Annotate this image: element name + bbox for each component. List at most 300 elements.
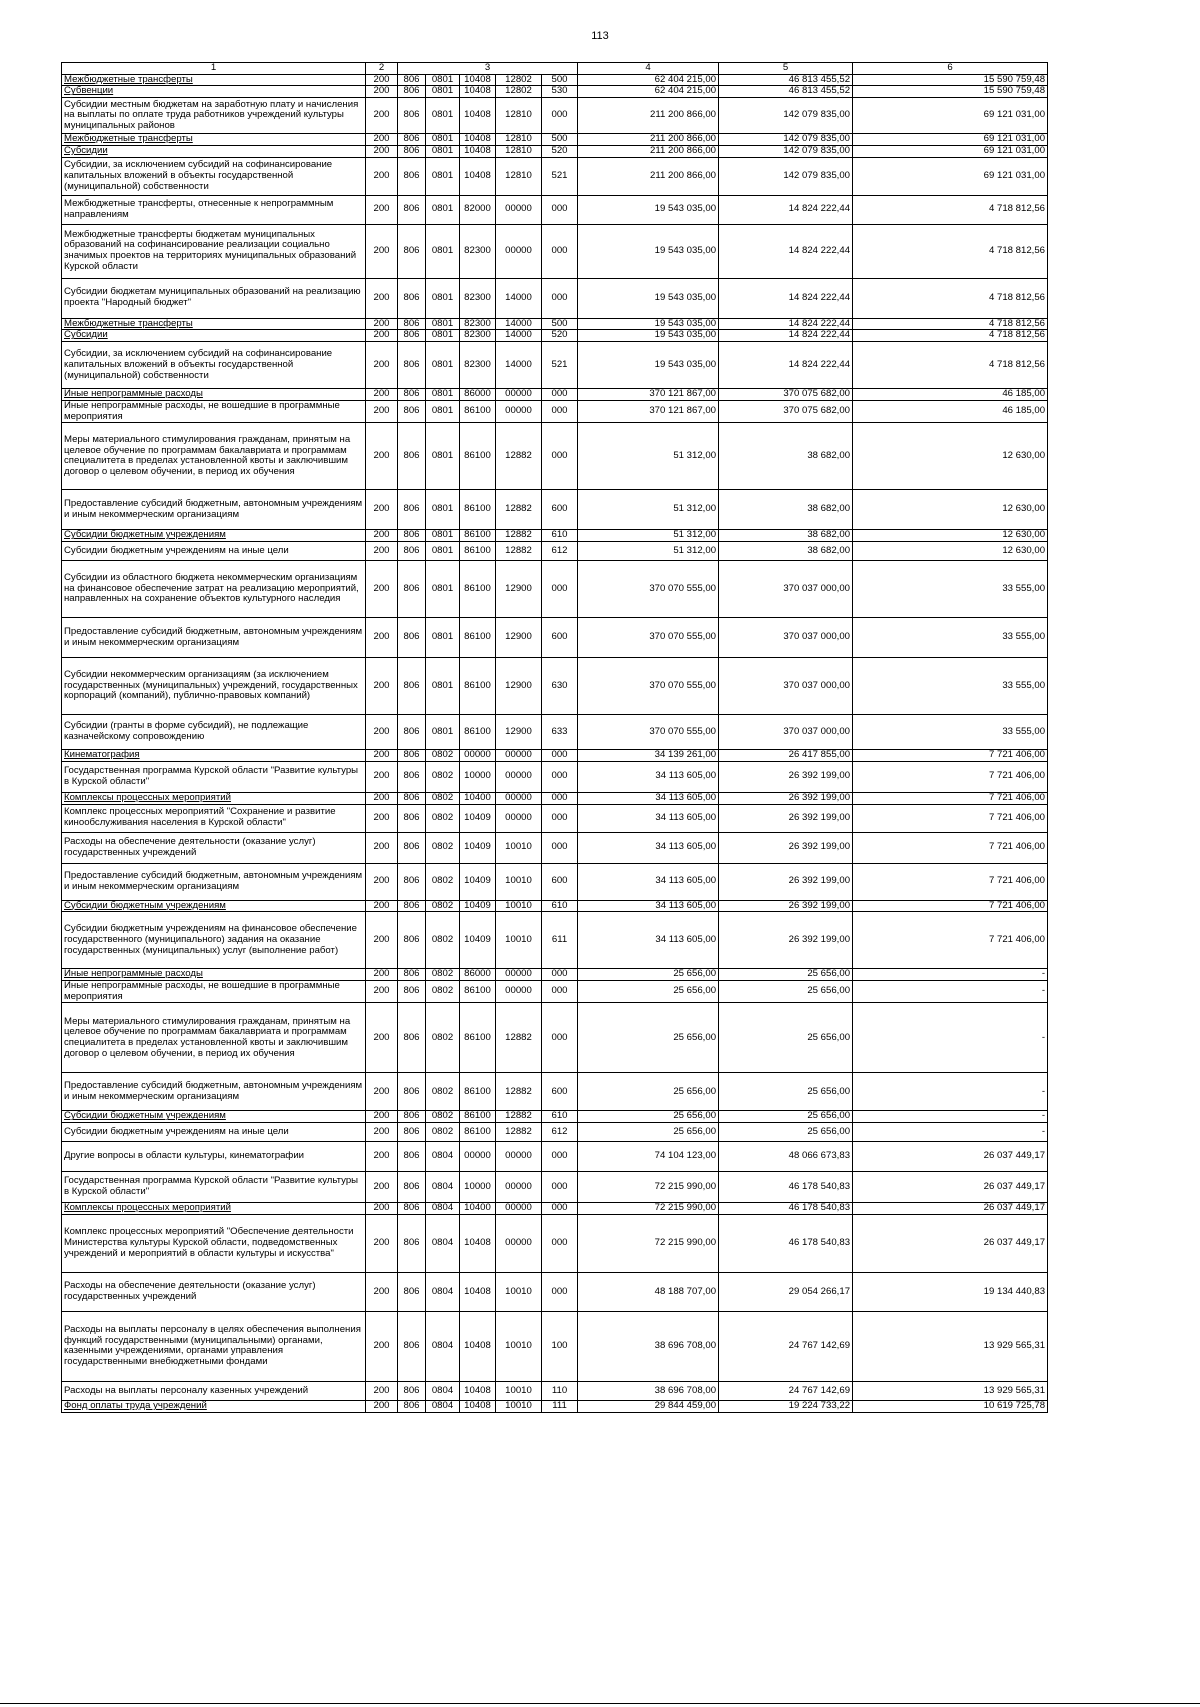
value-cell-5: 38 682,00 <box>719 490 853 530</box>
table-row <box>62 561 1048 618</box>
code-cell: 530 <box>542 86 578 98</box>
code-cell: 806 <box>398 1003 426 1073</box>
value-cell-4: 25 656,00 <box>578 1123 719 1142</box>
table-row <box>62 981 1048 1003</box>
table-row <box>62 74 1048 86</box>
code-cell: 610 <box>542 1111 578 1123</box>
value-cell-6: - <box>853 969 1048 981</box>
column-header-6: 6 <box>853 63 1048 75</box>
value-cell-5: 29 054 266,17 <box>719 1272 853 1311</box>
code-cell: 82300 <box>460 318 496 330</box>
value-cell-5: 370 037 000,00 <box>719 618 853 658</box>
value-cell-4: 51 312,00 <box>578 542 719 561</box>
code-cell: 806 <box>398 761 426 792</box>
code-cell: 10409 <box>460 804 496 832</box>
code-cell: 0802 <box>426 832 460 863</box>
code-cell: 600 <box>542 490 578 530</box>
code-cell: 12882 <box>496 1073 542 1111</box>
value-cell-4: 74 104 123,00 <box>578 1142 719 1172</box>
table-body <box>62 74 1048 1412</box>
row-name-cell: Субсидии бюджетным учреждениям на иные цели <box>62 542 366 561</box>
code-cell: 0801 <box>426 658 460 715</box>
code-cell: 806 <box>398 1073 426 1111</box>
code-cell: 200 <box>366 1111 398 1123</box>
value-cell-6: 26 037 449,17 <box>853 1142 1048 1172</box>
row-name-cell: Фонд оплаты труда учреждений <box>62 1400 366 1412</box>
row-name-cell: Субсидии местным бюджетам на заработную плату и начисления на выплаты по оплате труда работников учреждений культуры муниципальных районов <box>62 98 366 134</box>
code-cell: 00000 <box>460 750 496 762</box>
code-cell: 200 <box>366 804 398 832</box>
value-cell-5: 14 824 222,44 <box>719 342 853 389</box>
value-cell-6: 33 555,00 <box>853 658 1048 715</box>
table-row <box>62 618 1048 658</box>
code-cell: 00000 <box>496 400 542 422</box>
code-cell: 200 <box>366 342 398 389</box>
table-row <box>62 863 1048 900</box>
row-name-cell: Субсидии (гранты в форме субсидий), не подлежащие казначейскому сопровождению <box>62 715 366 750</box>
code-cell: 00000 <box>496 969 542 981</box>
code-cell: 86100 <box>460 1073 496 1111</box>
table-row <box>62 86 1048 98</box>
value-cell-6: 33 555,00 <box>853 618 1048 658</box>
value-cell-4: 19 543 035,00 <box>578 224 719 278</box>
value-cell-4: 211 200 866,00 <box>578 157 719 195</box>
code-cell: 200 <box>366 400 398 422</box>
row-name-cell: Субсидии <box>62 330 366 342</box>
code-cell: 200 <box>366 74 398 86</box>
code-cell: 200 <box>366 1073 398 1111</box>
code-cell: 200 <box>366 715 398 750</box>
value-cell-4: 19 543 035,00 <box>578 278 719 318</box>
code-cell: 200 <box>366 863 398 900</box>
table-row <box>62 224 1048 278</box>
value-cell-5: 38 682,00 <box>719 542 853 561</box>
code-cell: 200 <box>366 542 398 561</box>
code-cell: 000 <box>542 561 578 618</box>
code-cell: 000 <box>542 98 578 134</box>
value-cell-4: 211 200 866,00 <box>578 134 719 146</box>
code-cell: 0801 <box>426 715 460 750</box>
value-cell-5: 370 037 000,00 <box>719 715 853 750</box>
code-cell: 10408 <box>460 145 496 157</box>
row-name-cell: Субвенции <box>62 86 366 98</box>
row-name-cell: Межбюджетные трансферты бюджетам муниципальных образований на софинансирование реализации социально значимых проектов на территориях муниципальных образований Курской области <box>62 224 366 278</box>
code-cell: 0802 <box>426 912 460 969</box>
value-cell-6: 4 718 812,56 <box>853 318 1048 330</box>
code-cell: 200 <box>366 330 398 342</box>
value-cell-6: 26 037 449,17 <box>853 1214 1048 1272</box>
table-row <box>62 969 1048 981</box>
code-cell: 111 <box>542 1400 578 1412</box>
value-cell-5: 46 178 540,83 <box>719 1214 853 1272</box>
code-cell: 200 <box>366 224 398 278</box>
code-cell: 10000 <box>460 1172 496 1203</box>
code-cell: 82300 <box>460 224 496 278</box>
code-cell: 0801 <box>426 342 460 389</box>
code-cell: 200 <box>366 1214 398 1272</box>
code-cell: 000 <box>542 423 578 490</box>
code-cell: 0801 <box>426 389 460 401</box>
code-cell: 10010 <box>496 1400 542 1412</box>
value-cell-5: 38 682,00 <box>719 530 853 542</box>
value-cell-6: 15 590 759,48 <box>853 86 1048 98</box>
code-cell: 10408 <box>460 74 496 86</box>
code-cell: 12802 <box>496 86 542 98</box>
code-cell: 00000 <box>496 981 542 1003</box>
value-cell-5: 142 079 835,00 <box>719 157 853 195</box>
value-cell-5: 46 178 540,83 <box>719 1172 853 1203</box>
value-cell-5: 26 417 855,00 <box>719 750 853 762</box>
code-cell: 10010 <box>496 1381 542 1400</box>
value-cell-6: 12 630,00 <box>853 490 1048 530</box>
table-row <box>62 804 1048 832</box>
code-cell: 12810 <box>496 134 542 146</box>
code-cell: 0801 <box>426 423 460 490</box>
value-cell-5: 25 656,00 <box>719 1111 853 1123</box>
code-cell: 0804 <box>426 1272 460 1311</box>
row-name-cell: Иные непрограммные расходы <box>62 969 366 981</box>
table-row <box>62 330 1048 342</box>
value-cell-5: 48 066 673,83 <box>719 1142 853 1172</box>
value-cell-6: 26 037 449,17 <box>853 1172 1048 1203</box>
code-cell: 82000 <box>460 195 496 224</box>
code-cell: 806 <box>398 330 426 342</box>
row-name-cell: Расходы на выплаты персоналу в целях обеспечения выполнения функций государственными (муниципальными) органами, казенными учреждениями, органами управления государственными внебюджетными фондами <box>62 1311 366 1381</box>
row-name-cell: Государственная программа Курской области "Развитие культуры в Курской области" <box>62 761 366 792</box>
code-cell: 86100 <box>460 981 496 1003</box>
code-cell: 806 <box>398 1311 426 1381</box>
row-name-cell: Предоставление субсидий бюджетным, автономным учреждениям и иным некоммерческим организациям <box>62 1073 366 1111</box>
value-cell-5: 14 824 222,44 <box>719 278 853 318</box>
code-cell: 0802 <box>426 1123 460 1142</box>
value-cell-6: 7 721 406,00 <box>853 750 1048 762</box>
table-row <box>62 145 1048 157</box>
code-cell: 12900 <box>496 658 542 715</box>
value-cell-4: 34 113 605,00 <box>578 832 719 863</box>
code-cell: 86100 <box>460 530 496 542</box>
code-cell: 12810 <box>496 145 542 157</box>
code-cell: 806 <box>398 145 426 157</box>
value-cell-4: 51 312,00 <box>578 490 719 530</box>
column-header-5: 5 <box>719 63 853 75</box>
value-cell-6: 19 134 440,83 <box>853 1272 1048 1311</box>
code-cell: 200 <box>366 981 398 1003</box>
row-name-cell: Субсидии, за исключением субсидий на софинансирование капитальных вложений в объекты государственной (муниципальной) собственности <box>62 342 366 389</box>
code-cell: 806 <box>398 832 426 863</box>
code-cell: 806 <box>398 618 426 658</box>
value-cell-6: 12 630,00 <box>853 423 1048 490</box>
code-cell: 200 <box>366 1272 398 1311</box>
code-cell: 0801 <box>426 561 460 618</box>
column-header-3: 3 <box>398 63 578 75</box>
value-cell-4: 211 200 866,00 <box>578 145 719 157</box>
code-cell: 612 <box>542 1123 578 1142</box>
code-cell: 806 <box>398 195 426 224</box>
code-cell: 12882 <box>496 1111 542 1123</box>
code-cell: 10010 <box>496 1272 542 1311</box>
code-cell: 521 <box>542 342 578 389</box>
code-cell: 000 <box>542 224 578 278</box>
code-cell: 10010 <box>496 832 542 863</box>
code-cell: 86000 <box>460 969 496 981</box>
code-cell: 806 <box>398 1172 426 1203</box>
code-cell: 200 <box>366 98 398 134</box>
code-cell: 86100 <box>460 1123 496 1142</box>
code-cell: 0804 <box>426 1214 460 1272</box>
code-cell: 00000 <box>460 1142 496 1172</box>
code-cell: 200 <box>366 792 398 804</box>
value-cell-6: 13 929 565,31 <box>853 1381 1048 1400</box>
table-row <box>62 1381 1048 1400</box>
value-cell-6: 12 630,00 <box>853 542 1048 561</box>
code-cell: 14000 <box>496 318 542 330</box>
code-cell: 100 <box>542 1311 578 1381</box>
table-row <box>62 750 1048 762</box>
code-cell: 10010 <box>496 1311 542 1381</box>
code-cell: 10408 <box>460 1400 496 1412</box>
code-cell: 12882 <box>496 530 542 542</box>
table-row <box>62 98 1048 134</box>
code-cell: 0804 <box>426 1311 460 1381</box>
code-cell: 521 <box>542 157 578 195</box>
code-cell: 0802 <box>426 761 460 792</box>
code-cell: 0802 <box>426 1073 460 1111</box>
code-cell: 0804 <box>426 1400 460 1412</box>
row-name-cell: Субсидии бюджетным учреждениям <box>62 1111 366 1123</box>
code-cell: 000 <box>542 832 578 863</box>
code-cell: 000 <box>542 761 578 792</box>
code-cell: 0802 <box>426 981 460 1003</box>
value-cell-5: 26 392 199,00 <box>719 912 853 969</box>
value-cell-4: 34 113 605,00 <box>578 912 719 969</box>
code-cell: 000 <box>542 750 578 762</box>
code-cell: 200 <box>366 658 398 715</box>
row-name-cell: Субсидии, за исключением субсидий на софинансирование капитальных вложений в объекты государственной (муниципальной) собственности <box>62 157 366 195</box>
row-name-cell: Другие вопросы в области культуры, кинематографии <box>62 1142 366 1172</box>
value-cell-4: 19 543 035,00 <box>578 318 719 330</box>
code-cell: 612 <box>542 542 578 561</box>
code-cell: 000 <box>542 1142 578 1172</box>
code-cell: 200 <box>366 157 398 195</box>
value-cell-5: 46 178 540,83 <box>719 1203 853 1215</box>
code-cell: 000 <box>542 1272 578 1311</box>
code-cell: 0801 <box>426 278 460 318</box>
value-cell-6: 69 121 031,00 <box>853 134 1048 146</box>
value-cell-5: 26 392 199,00 <box>719 804 853 832</box>
value-cell-5: 25 656,00 <box>719 1073 853 1111</box>
code-cell: 000 <box>542 1214 578 1272</box>
table-row <box>62 715 1048 750</box>
code-cell: 12882 <box>496 542 542 561</box>
code-cell: 200 <box>366 900 398 912</box>
code-cell: 806 <box>398 981 426 1003</box>
code-cell: 806 <box>398 1400 426 1412</box>
table-row <box>62 1142 1048 1172</box>
value-cell-5: 14 824 222,44 <box>719 224 853 278</box>
code-cell: 14000 <box>496 278 542 318</box>
code-cell: 806 <box>398 542 426 561</box>
value-cell-5: 370 037 000,00 <box>719 658 853 715</box>
value-cell-6: - <box>853 1123 1048 1142</box>
value-cell-6: 46 185,00 <box>853 400 1048 422</box>
code-cell: 14000 <box>496 330 542 342</box>
code-cell: 806 <box>398 134 426 146</box>
value-cell-5: 25 656,00 <box>719 1123 853 1142</box>
code-cell: 86100 <box>460 423 496 490</box>
value-cell-6: 7 721 406,00 <box>853 761 1048 792</box>
value-cell-6: 15 590 759,48 <box>853 74 1048 86</box>
code-cell: 806 <box>398 900 426 912</box>
code-cell: 500 <box>542 74 578 86</box>
table-row <box>62 900 1048 912</box>
code-cell: 10408 <box>460 98 496 134</box>
value-cell-6: - <box>853 1111 1048 1123</box>
code-cell: 806 <box>398 1272 426 1311</box>
code-cell: 0801 <box>426 145 460 157</box>
code-cell: 806 <box>398 1111 426 1123</box>
code-cell: 806 <box>398 342 426 389</box>
code-cell: 806 <box>398 750 426 762</box>
code-cell: 10409 <box>460 900 496 912</box>
code-cell: 0801 <box>426 134 460 146</box>
row-name-cell: Кинематография <box>62 750 366 762</box>
row-name-cell: Иные непрограммные расходы, не вошедшие в программные мероприятия <box>62 400 366 422</box>
table-row <box>62 1172 1048 1203</box>
value-cell-4: 370 070 555,00 <box>578 658 719 715</box>
value-cell-4: 19 543 035,00 <box>578 330 719 342</box>
value-cell-6: 4 718 812,56 <box>853 330 1048 342</box>
value-cell-6: 69 121 031,00 <box>853 98 1048 134</box>
table-row <box>62 1073 1048 1111</box>
value-cell-5: 370 075 682,00 <box>719 389 853 401</box>
code-cell: 600 <box>542 618 578 658</box>
row-name-cell: Субсидии бюджетным учреждениям на иные цели <box>62 1123 366 1142</box>
code-cell: 0801 <box>426 618 460 658</box>
code-cell: 12802 <box>496 74 542 86</box>
value-cell-4: 25 656,00 <box>578 969 719 981</box>
code-cell: 806 <box>398 863 426 900</box>
code-cell: 00000 <box>496 1142 542 1172</box>
row-name-cell: Комплекс процессных мероприятий "Обеспечение деятельности Министерства культуры Курской области, подведомственных учреждений и мероприятий в области культуры и искусства" <box>62 1214 366 1272</box>
row-name-cell: Субсидии из областного бюджета некоммерческим организациям на финансовое обеспечение затрат на реализацию мероприятий, направленных на сохранение объектов культурного наследия <box>62 561 366 618</box>
value-cell-4: 72 215 990,00 <box>578 1214 719 1272</box>
code-cell: 86100 <box>460 1111 496 1123</box>
value-cell-6: 7 721 406,00 <box>853 792 1048 804</box>
row-name-cell: Субсидии бюджетным учреждениям на финансовое обеспечение государственного (муниципального) задания на оказание государственных (муниципальных) услуг (выполнение работ) <box>62 912 366 969</box>
code-cell: 82300 <box>460 278 496 318</box>
code-cell: 000 <box>542 1003 578 1073</box>
code-cell: 0801 <box>426 86 460 98</box>
code-cell: 12882 <box>496 490 542 530</box>
table-row <box>62 134 1048 146</box>
code-cell: 200 <box>366 423 398 490</box>
code-cell: 000 <box>542 389 578 401</box>
value-cell-4: 62 404 215,00 <box>578 74 719 86</box>
code-cell: 00000 <box>496 1214 542 1272</box>
column-number-row <box>62 63 1048 75</box>
code-cell: 86100 <box>460 490 496 530</box>
value-cell-5: 26 392 199,00 <box>719 832 853 863</box>
value-cell-5: 14 824 222,44 <box>719 330 853 342</box>
table-row <box>62 318 1048 330</box>
code-cell: 0801 <box>426 330 460 342</box>
value-cell-6: - <box>853 981 1048 1003</box>
value-cell-6: 4 718 812,56 <box>853 342 1048 389</box>
code-cell: 0801 <box>426 224 460 278</box>
code-cell: 12900 <box>496 715 542 750</box>
code-cell: 86100 <box>460 561 496 618</box>
code-cell: 520 <box>542 330 578 342</box>
code-cell: 0801 <box>426 530 460 542</box>
value-cell-4: 25 656,00 <box>578 1073 719 1111</box>
value-cell-6: - <box>853 1073 1048 1111</box>
code-cell: 806 <box>398 74 426 86</box>
code-cell: 200 <box>366 1311 398 1381</box>
code-cell: 12882 <box>496 423 542 490</box>
code-cell: 000 <box>542 278 578 318</box>
code-cell: 00000 <box>496 750 542 762</box>
value-cell-6: 46 185,00 <box>853 389 1048 401</box>
value-cell-4: 34 113 605,00 <box>578 761 719 792</box>
code-cell: 500 <box>542 134 578 146</box>
value-cell-6: 7 721 406,00 <box>853 900 1048 912</box>
code-cell: 000 <box>542 792 578 804</box>
code-cell: 0804 <box>426 1172 460 1203</box>
code-cell: 000 <box>542 1172 578 1203</box>
budget-table <box>61 62 1048 1413</box>
code-cell: 633 <box>542 715 578 750</box>
row-name-cell: Государственная программа Курской области "Развитие культуры в Курской области" <box>62 1172 366 1203</box>
code-cell: 86100 <box>460 618 496 658</box>
code-cell: 000 <box>542 1203 578 1215</box>
row-name-cell: Расходы на выплаты персоналу казенных учреждений <box>62 1381 366 1400</box>
code-cell: 12810 <box>496 98 542 134</box>
code-cell: 00000 <box>496 389 542 401</box>
code-cell: 86100 <box>460 658 496 715</box>
value-cell-4: 25 656,00 <box>578 1003 719 1073</box>
code-cell: 200 <box>366 86 398 98</box>
code-cell: 806 <box>398 278 426 318</box>
table-row <box>62 195 1048 224</box>
code-cell: 0801 <box>426 400 460 422</box>
row-name-cell: Межбюджетные трансферты <box>62 134 366 146</box>
value-cell-6: 10 619 725,78 <box>853 1400 1048 1412</box>
code-cell: 200 <box>366 832 398 863</box>
code-cell: 806 <box>398 400 426 422</box>
code-cell: 806 <box>398 86 426 98</box>
value-cell-4: 34 113 605,00 <box>578 804 719 832</box>
code-cell: 200 <box>366 761 398 792</box>
table-row <box>62 400 1048 422</box>
value-cell-4: 34 113 605,00 <box>578 863 719 900</box>
code-cell: 0801 <box>426 157 460 195</box>
code-cell: 10010 <box>496 900 542 912</box>
value-cell-6: - <box>853 1003 1048 1073</box>
value-cell-4: 370 121 867,00 <box>578 400 719 422</box>
row-name-cell: Предоставление субсидий бюджетным, автономным учреждениям и иным некоммерческим организациям <box>62 618 366 658</box>
code-cell: 86100 <box>460 1003 496 1073</box>
code-cell: 10408 <box>460 134 496 146</box>
row-name-cell: Межбюджетные трансферты <box>62 74 366 86</box>
code-cell: 86100 <box>460 715 496 750</box>
value-cell-6: 26 037 449,17 <box>853 1203 1048 1215</box>
row-name-cell: Комплексы процессных мероприятий <box>62 792 366 804</box>
row-name-cell: Межбюджетные трансферты <box>62 318 366 330</box>
code-cell: 000 <box>542 400 578 422</box>
code-cell: 806 <box>398 969 426 981</box>
value-cell-6: 69 121 031,00 <box>853 145 1048 157</box>
code-cell: 000 <box>542 981 578 1003</box>
